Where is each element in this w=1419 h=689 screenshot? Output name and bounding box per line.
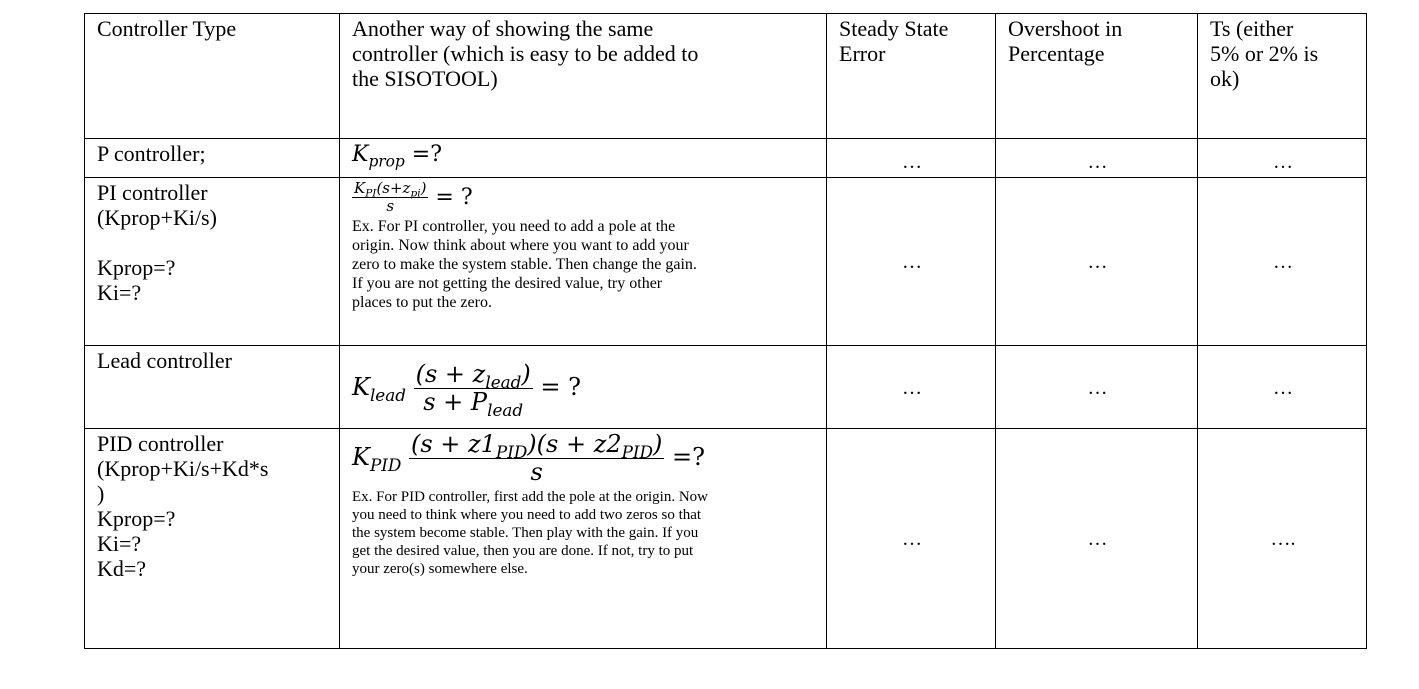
lead-controller-type: Lead controller (85, 346, 340, 429)
row-pi-controller (85, 178, 1367, 346)
pid-controller-type: PID controller (Kprop+Ki/s+Kd*s ) Kprop=? Ki=? Kd=? (85, 429, 340, 649)
header-another-way: Another way of showing the same controller (which is easy to be added to the SISOTOOL) (340, 14, 827, 139)
header-controller-type: Controller Type (85, 14, 340, 139)
header-overshoot: Overshoot in Percentage (996, 14, 1198, 139)
pid-instruction-note: Ex. For PID controller, first add the pole at the origin. Now you need to think where you need to add two zeros so that the system become stable. Then play with the gain. If you get the desired value, then you are done. If not, try to put your zero(s) somewhere else. (352, 489, 708, 577)
pi-controller-formula: $\frac{K_{PI}(s+z_{pi})}{s}$ = ? Ex. For PI controller, you need to add a pole at the origin. Now think about where you want to add your zero to make the system stable. Then change the gain. If you are not getting the desired value, try other places to put the zero. (340, 178, 827, 346)
lead-steady-state-error: … (827, 346, 996, 429)
row-p-controller (85, 139, 1367, 178)
pi-controller-type: PI controller (Kprop+Ki/s) Kprop=? Ki=? (85, 178, 340, 346)
header-steady-state-error: Steady State Error (827, 14, 996, 139)
lead-controller-formula: $K_{lead}$ $\frac{(s + z_{lead})}{s + P_{lead}}$ = ? (340, 346, 827, 429)
pid-overshoot: … (996, 429, 1198, 649)
pi-instruction-note: Ex. For PI controller, you need to add a pole at the origin. Now think about where you want to add your zero to make the system stable. Then change the gain. If you are not getting the desired value, try other places to put the zero. (352, 218, 697, 311)
lead-overshoot: … (996, 346, 1198, 429)
pi-steady-state-error: … (827, 178, 996, 346)
p-settling-time: … (1198, 139, 1367, 178)
header-settling-time: Ts (either 5% or 2% is ok) (1198, 14, 1367, 139)
pi-transfer-fraction: $\frac{K_{PI}(s+z_{pi})}{s}$ (354, 179, 427, 215)
pid-steady-state-error: … (827, 429, 996, 649)
row-lead-controller (85, 346, 1367, 429)
p-steady-state-error: … (827, 139, 996, 178)
pid-controller-formula: $K_{PID}$ $\frac{(s + z1_{PID})(s + z2_{PID})}{s}$ =? Ex. For PID controller, first add the pole at the origin. Now you need to think where you need to add two zeros so that the system become stable. Then play with the gain. If you get the desired value, then you are done. If not, try to put your zero(s) somewhere else. (340, 429, 827, 649)
pi-overshoot: … (996, 178, 1198, 346)
controller-table (84, 13, 1367, 649)
p-controller-type: P controller; (85, 139, 340, 178)
header-row (85, 14, 1367, 139)
pid-transfer-fraction: $\frac{(s + z1_{PID})(s + z2_{PID})}{s}$ (410, 430, 663, 486)
p-controller-formula: $K_{prop}$ =? (340, 139, 827, 178)
row-pid-controller (85, 429, 1367, 649)
lead-settling-time: … (1198, 346, 1367, 429)
p-overshoot: … (996, 139, 1198, 178)
pi-settling-time: … (1198, 178, 1367, 346)
pid-settling-time: …. (1198, 429, 1367, 649)
lead-transfer-fraction: $\frac{(s + z_{lead})}{s + P_{lead}}$ (415, 359, 531, 420)
